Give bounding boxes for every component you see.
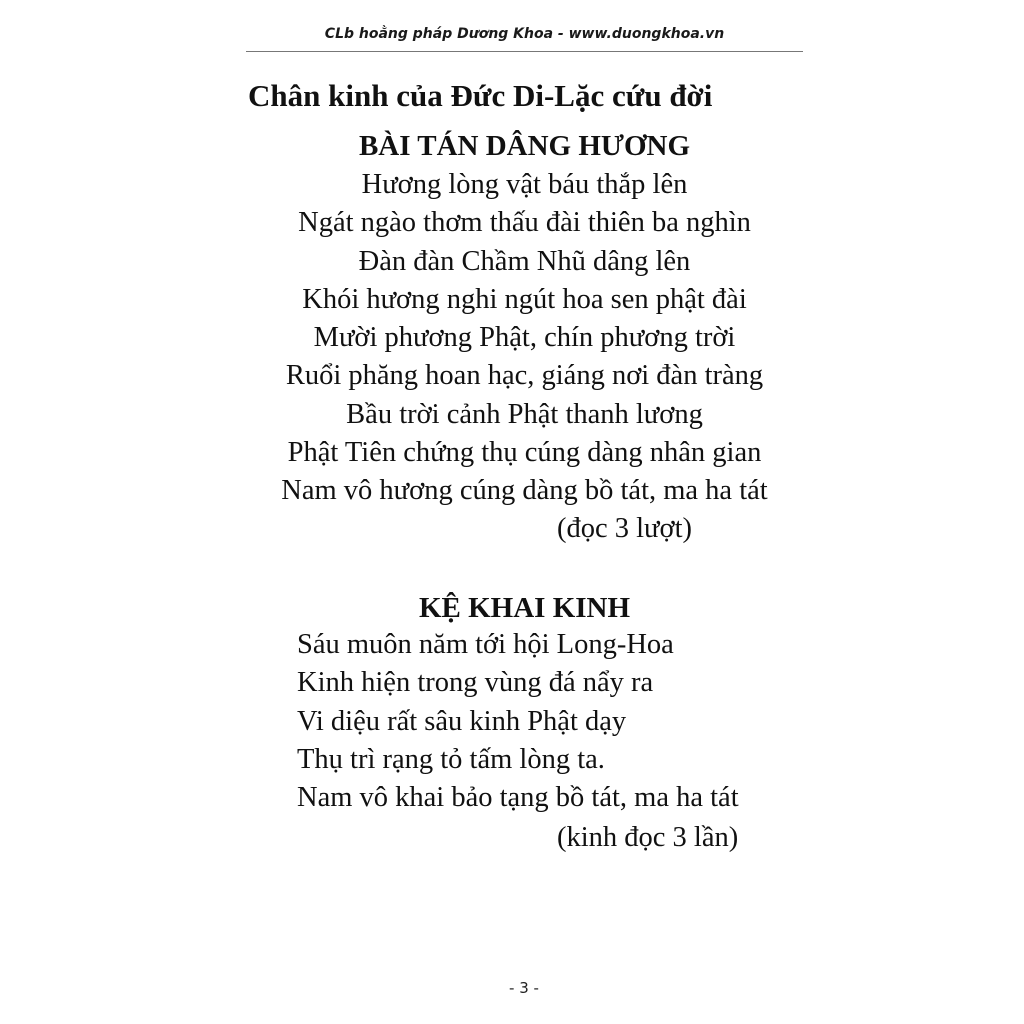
verse-line: Sáu muôn năm tới hội Long-Hoa	[297, 629, 674, 660]
recitation-note: (kinh đọc 3 lần)	[557, 822, 739, 853]
verse-line: Thụ trì rạng tỏ tấm lòng ta.	[297, 743, 605, 775]
verse-line: Mười phương Phật, chín phương trời	[313, 322, 736, 354]
header-divider	[246, 51, 803, 52]
section-ke-khai-kinh-body	[297, 626, 739, 817]
verse-line: Nam vô khai bảo tạng bồ tát, ma ha tát	[297, 782, 739, 814]
page-header: CLb hoằng pháp Dương Khoa - www.duongkhoa.vn	[324, 26, 725, 42]
verse-line: Phật Tiên chứng thụ cúng dàng nhân gian	[287, 437, 762, 469]
section-ke-khai-kinh-heading	[246, 588, 803, 628]
verse-line: Bầu trời cảnh Phật thanh lương	[346, 398, 703, 430]
verse-line: Khói hương nghi ngút hoa sen phật đài	[302, 283, 747, 315]
section-title: BÀI TÁN DÂNG HƯƠNG	[358, 130, 691, 162]
verse-line: Đàn đàn Chầm Nhũ dâng lên	[358, 245, 691, 277]
section-bai-tan-dang-huong	[246, 126, 803, 511]
page-number: - 3 -	[509, 979, 539, 997]
verse-line: Vi diệu rất sâu kinh Phật dạy	[297, 705, 627, 737]
document-title: Chân kinh của Đức Di-Lặc cứu đời	[248, 78, 713, 113]
recitation-note: (đọc 3 lượt)	[557, 513, 692, 544]
section-title: KỆ KHAI KINH	[418, 592, 631, 624]
verse-line: Ruổi phăng hoan hạc, giáng nơi đàn tràng	[285, 360, 764, 392]
verse-line: Kinh hiện trong vùng đá nẩy ra	[297, 667, 654, 699]
verse-line: Hương lòng vật báu thắp lên	[361, 169, 688, 200]
verse-line: Ngát ngào thơm thấu đài thiên ba nghìn	[298, 207, 751, 239]
verse-line: Nam vô hương cúng dàng bồ tát, ma ha tát	[281, 475, 768, 507]
